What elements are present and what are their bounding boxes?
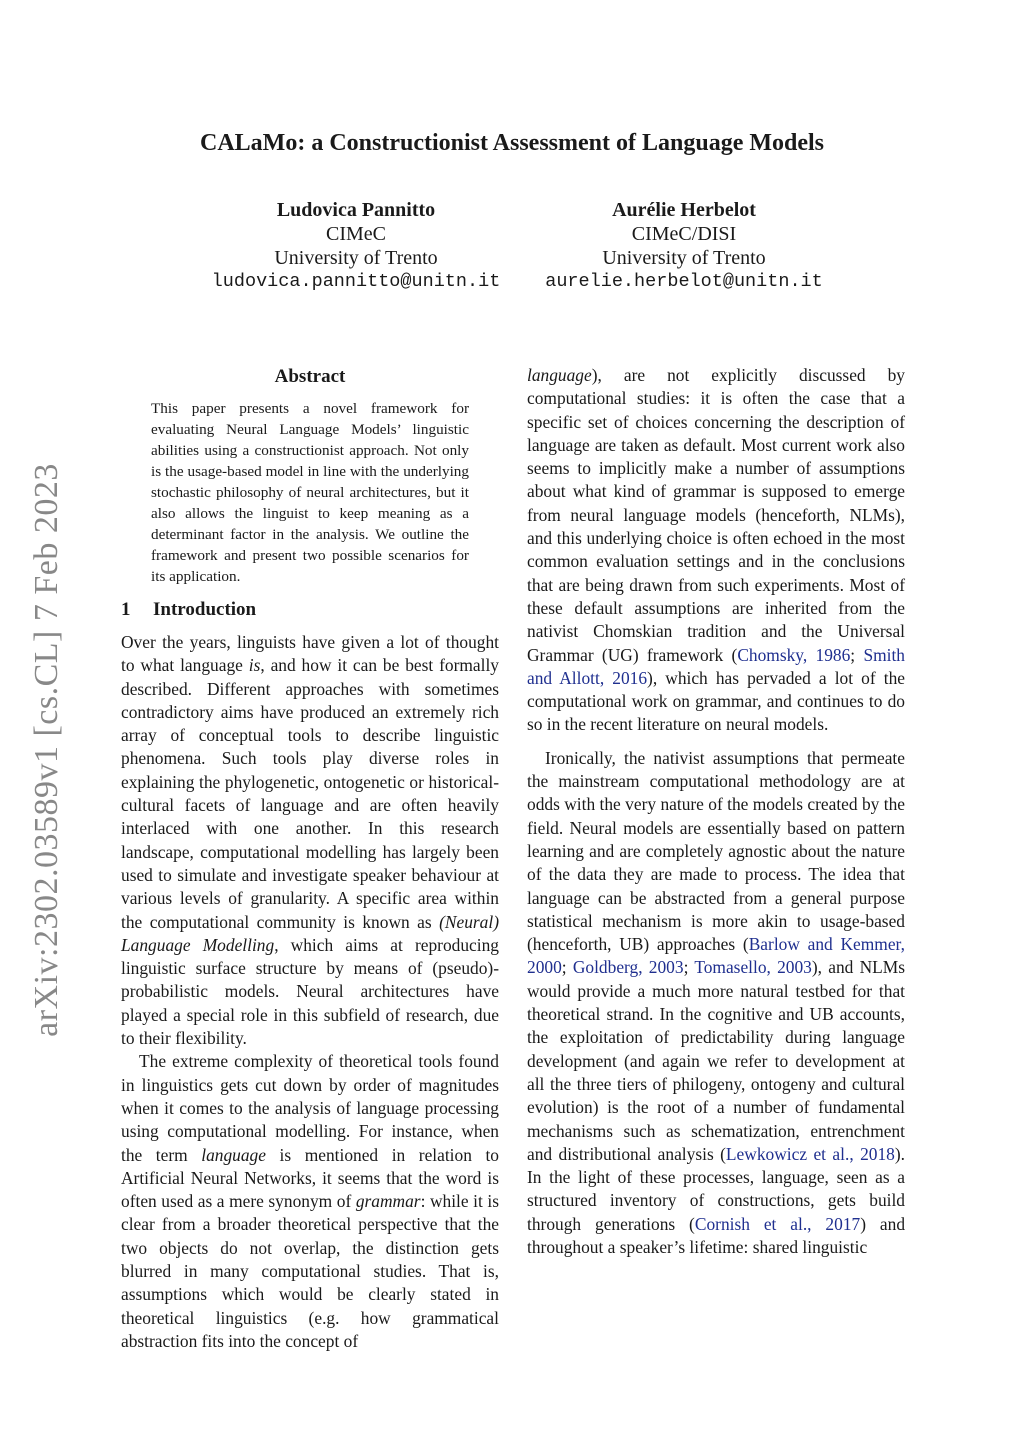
text-span: Ironically, the nativist assumptions that permeate the mainstream computational methodology are at odds with the very nature of the models created by the field. Neural models are essentially based on pattern learning and are completely agnostic about the nature of the data they are made to process. The idea that language can be abstracted from a general purpose statistical mechanism is more akin to usage-based (henceforth, UB) approaches ( (527, 747, 905, 955)
author-institution: University of Trento (602, 247, 766, 269)
text-span: , which aims at reproducing linguistic surface structure by means of (pseudo)-probabilistic models. Neural architectures have played a special role in this subfield of research, due to their flexibility. (121, 934, 499, 1049)
citation-link[interactable]: Smith and Allott, 2016 (527, 644, 905, 688)
arxiv-identifier (30, 460, 64, 1040)
text-span: ; (561, 957, 573, 978)
text-span: : while it is clear from a broader theoretical perspective that the two objects do not overlap, the distinction gets blurred in many computational studies. That is, assumptions which would be clearly stated in theoretical linguistics (e.g. how grammatical abstraction fits into the concept of (121, 1191, 499, 1351)
text-span: ). In the light of these processes, language, seen as a structured inventory of constructions, gets build through generations ( (527, 1143, 905, 1234)
author-block-1 (166, 198, 546, 294)
author-email[interactable]: ludovica.pannitto@unitn.it (211, 271, 501, 292)
author-email[interactable]: aurelie.herbelot@unitn.it (545, 271, 823, 292)
paragraph-1 (121, 631, 499, 1050)
paragraph-2 (121, 1050, 499, 1353)
citation-link[interactable]: Cornish et al., 2017 (694, 1213, 861, 1234)
author-institution: University of Trento (274, 247, 438, 269)
text-span: ), are not explicitly discussed by computational studies: it is often the case that a specific set of choices concerning the description of language are taken as default. Most current work also seems to implicitly make a number of assumptions about what kind of grammar is supposed to emerge from neural language models (henceforth, NLMs), and this underlying choice is often echoed in the most common evaluation settings and in the conclusions that are being drawn from such experiments. Most of these default assumptions are inherited from the nativist Chomskian tradition and the Universal Grammar (UG) framework ( (527, 365, 905, 665)
text-span: ; (850, 644, 864, 665)
text-span: ), and NLMs would provide a much more natural testbed for that theoretical strand. In the cognitive and UB accounts, the exploitation of predictability during language development (and again we refer to development at all the three tiers of philogeny, ontogeny and cultural evolution) is the root of a number of fundamental mechanisms such as schematization, entrenchment and distributional analysis ( (527, 957, 906, 1164)
citation-link[interactable]: Goldberg, 2003 (572, 957, 684, 978)
emphasis: language (527, 365, 592, 385)
emphasis: (Neural) Language Modelling (121, 911, 499, 955)
paper-title: CALaMo: a Constructionist Assessment of Language Models (200, 130, 824, 156)
abstract-heading: Abstract (274, 366, 346, 387)
text-span: Over the years, linguists have given a lot of thought to what language (121, 632, 499, 676)
citation-link[interactable]: Barlow and Kemmer, 2000 (527, 934, 905, 978)
text-span: The extreme complexity of theoretical tools found in linguistics gets cut down by order of magnitudes when it comes to the analysis of language processing using computational modelling. For instance, when the term (121, 1051, 499, 1165)
emphasis: grammar (355, 1191, 421, 1212)
left-column (121, 364, 499, 1353)
author-affiliation: CIMeC (326, 223, 386, 245)
citation-link[interactable]: Tomasello, 2003 (694, 957, 812, 978)
citation-link[interactable]: Chomsky, 1986 (737, 644, 851, 665)
right-column (527, 364, 905, 1259)
text-span: ) and throughout a speaker’s lifetime: shared linguistic (527, 1213, 906, 1257)
author-block-2 (494, 198, 874, 294)
emphasis: language (201, 1144, 266, 1165)
text-span: is mentioned in relation to Artificial Neural Networks, it seems that the word is often used as a mere synonym of (121, 1144, 499, 1212)
section-heading-introduction (121, 599, 499, 621)
arxiv-identifier-text: arXiv:2302.03589v1 [cs.CL] 7 Feb 2023 (28, 463, 65, 1037)
text-span: , and how it can be best formally described. Different approaches with sometimes contradictory aims have produced an extremely rich array of conceptual tools to describe linguistic phenomena. Such tools play diverse roles in explaining the phylogenetic, ontogenetic or historical-cultural facets of language and are often heavily interlaced with one another. In this research landscape, computational modelling has largely been used to simulate and investigate speaker behaviour at various levels of granularity. A specific area within the computational community is known as (121, 655, 499, 932)
citation-link[interactable]: Lewkowicz et al., 2018 (725, 1143, 895, 1164)
text-span: ; (683, 957, 695, 978)
emphasis: is (248, 655, 261, 676)
paragraph-3 (527, 747, 905, 1260)
text-span: ), which has pervaded a lot of the computational work on grammar, and continues to do so in the recent literature on neural models. (527, 667, 905, 735)
section-number: 1 (121, 599, 131, 620)
author-name: Ludovica Pannitto (276, 199, 436, 221)
author-name: Aurélie Herbelot (612, 199, 756, 221)
author-affiliation: CIMeC/DISI (631, 223, 737, 245)
paragraph-2-continued (527, 364, 905, 737)
abstract-text: This paper presents a novel framework for evaluating Neural Language Models’ linguistic abilities using a constructionist approach. Not only is the usage-based model in line with the underlying stochastic philosophy of neural architectures, but it also allows the linguist to keep meaning as a determinant factor in the analysis. We outline the framework and present two possible scenarios for its application. (151, 400, 469, 585)
section-title: Introduction (153, 599, 257, 620)
